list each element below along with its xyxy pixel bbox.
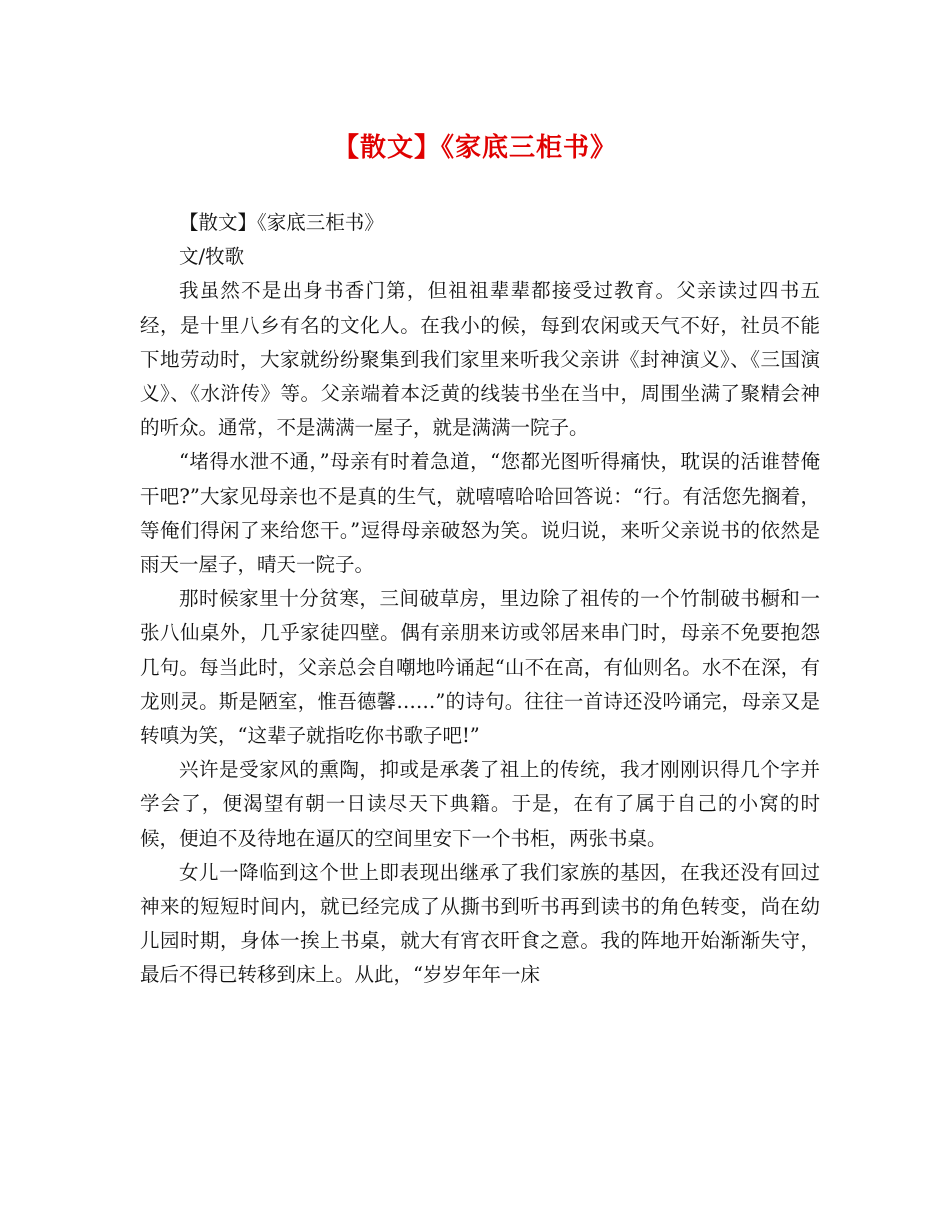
paragraph-author: 文/牧歌 <box>179 245 245 269</box>
paragraph: 那时候家里十分贫寒，三间破草房，里边除了祖传的一个竹制破书橱和一张八仙桌外，几乎家徒四壁。偶有亲朋来访或邻居来串门时，母亲不免要抱怨几句。每当此时，父亲总会自嘲地吟诵起“山不在高，有仙则名。水不在深，有龙则灵。斯是陋室，惟吾德馨……”的诗句。往往一首诗还没吟诵完，母亲又是转嗔为笑，“这辈子就指吃你书歌子吧!” <box>140 587 820 748</box>
paragraph: 我虽然不是出身书香门第，但祖祖辈辈都接受过教育。父亲读过四书五经，是十里八乡有名的文化人。在我小的候，每到农闲或天气不好，社员不能下地劳动时，大家就纷纷聚集到我们家里来听我父亲讲《封神演义》、《三国演义》、《水浒传》等。父亲端着本泛黄的线装书坐在当中，周围坐满了聚精会神的听众。通常，不是满满一屋子，就是满满一院子。 <box>140 279 820 440</box>
document-body <box>140 206 820 993</box>
paragraph: “堵得水泄不通，”母亲有时着急道，“您都光图听得痛快，耽误的活谁替俺干吧?”大家见母亲也不是真的生气，就嘻嘻哈哈回答说：“行。有活您先搁着，等俺们得闲了来给您干。”逗得母亲破怒为笑。说归说，来听父亲说书的依然是雨天一屋子，晴天一院子。 <box>140 450 820 577</box>
paragraph: 兴许是受家风的熏陶，抑或是承袭了祖上的传统，我才刚刚识得几个字并学会了，便渴望有朝一日读尽天下典籍。于是，在有了属于自己的小窝的时候，便迫不及待地在逼仄的空间里安下一个书柜，两张书桌。 <box>140 758 820 850</box>
paragraph: 女儿一降临到这个世上即表现出继承了我们家族的基因，在我还没有回过神来的短短时间内，就已经完成了从撕书到听书再到读书的角色转变，尚在幼儿园时期，身体一挨上书桌，就大有宵衣旰食之意。我的阵地开始渐渐失守，最后不得已转移到床上。从此，“岁岁年年一床 <box>140 860 820 987</box>
document-title: 【散文】《家底三柜书》 <box>332 133 617 163</box>
paragraph-heading: 【散文】《家底三柜书》 <box>179 211 384 234</box>
